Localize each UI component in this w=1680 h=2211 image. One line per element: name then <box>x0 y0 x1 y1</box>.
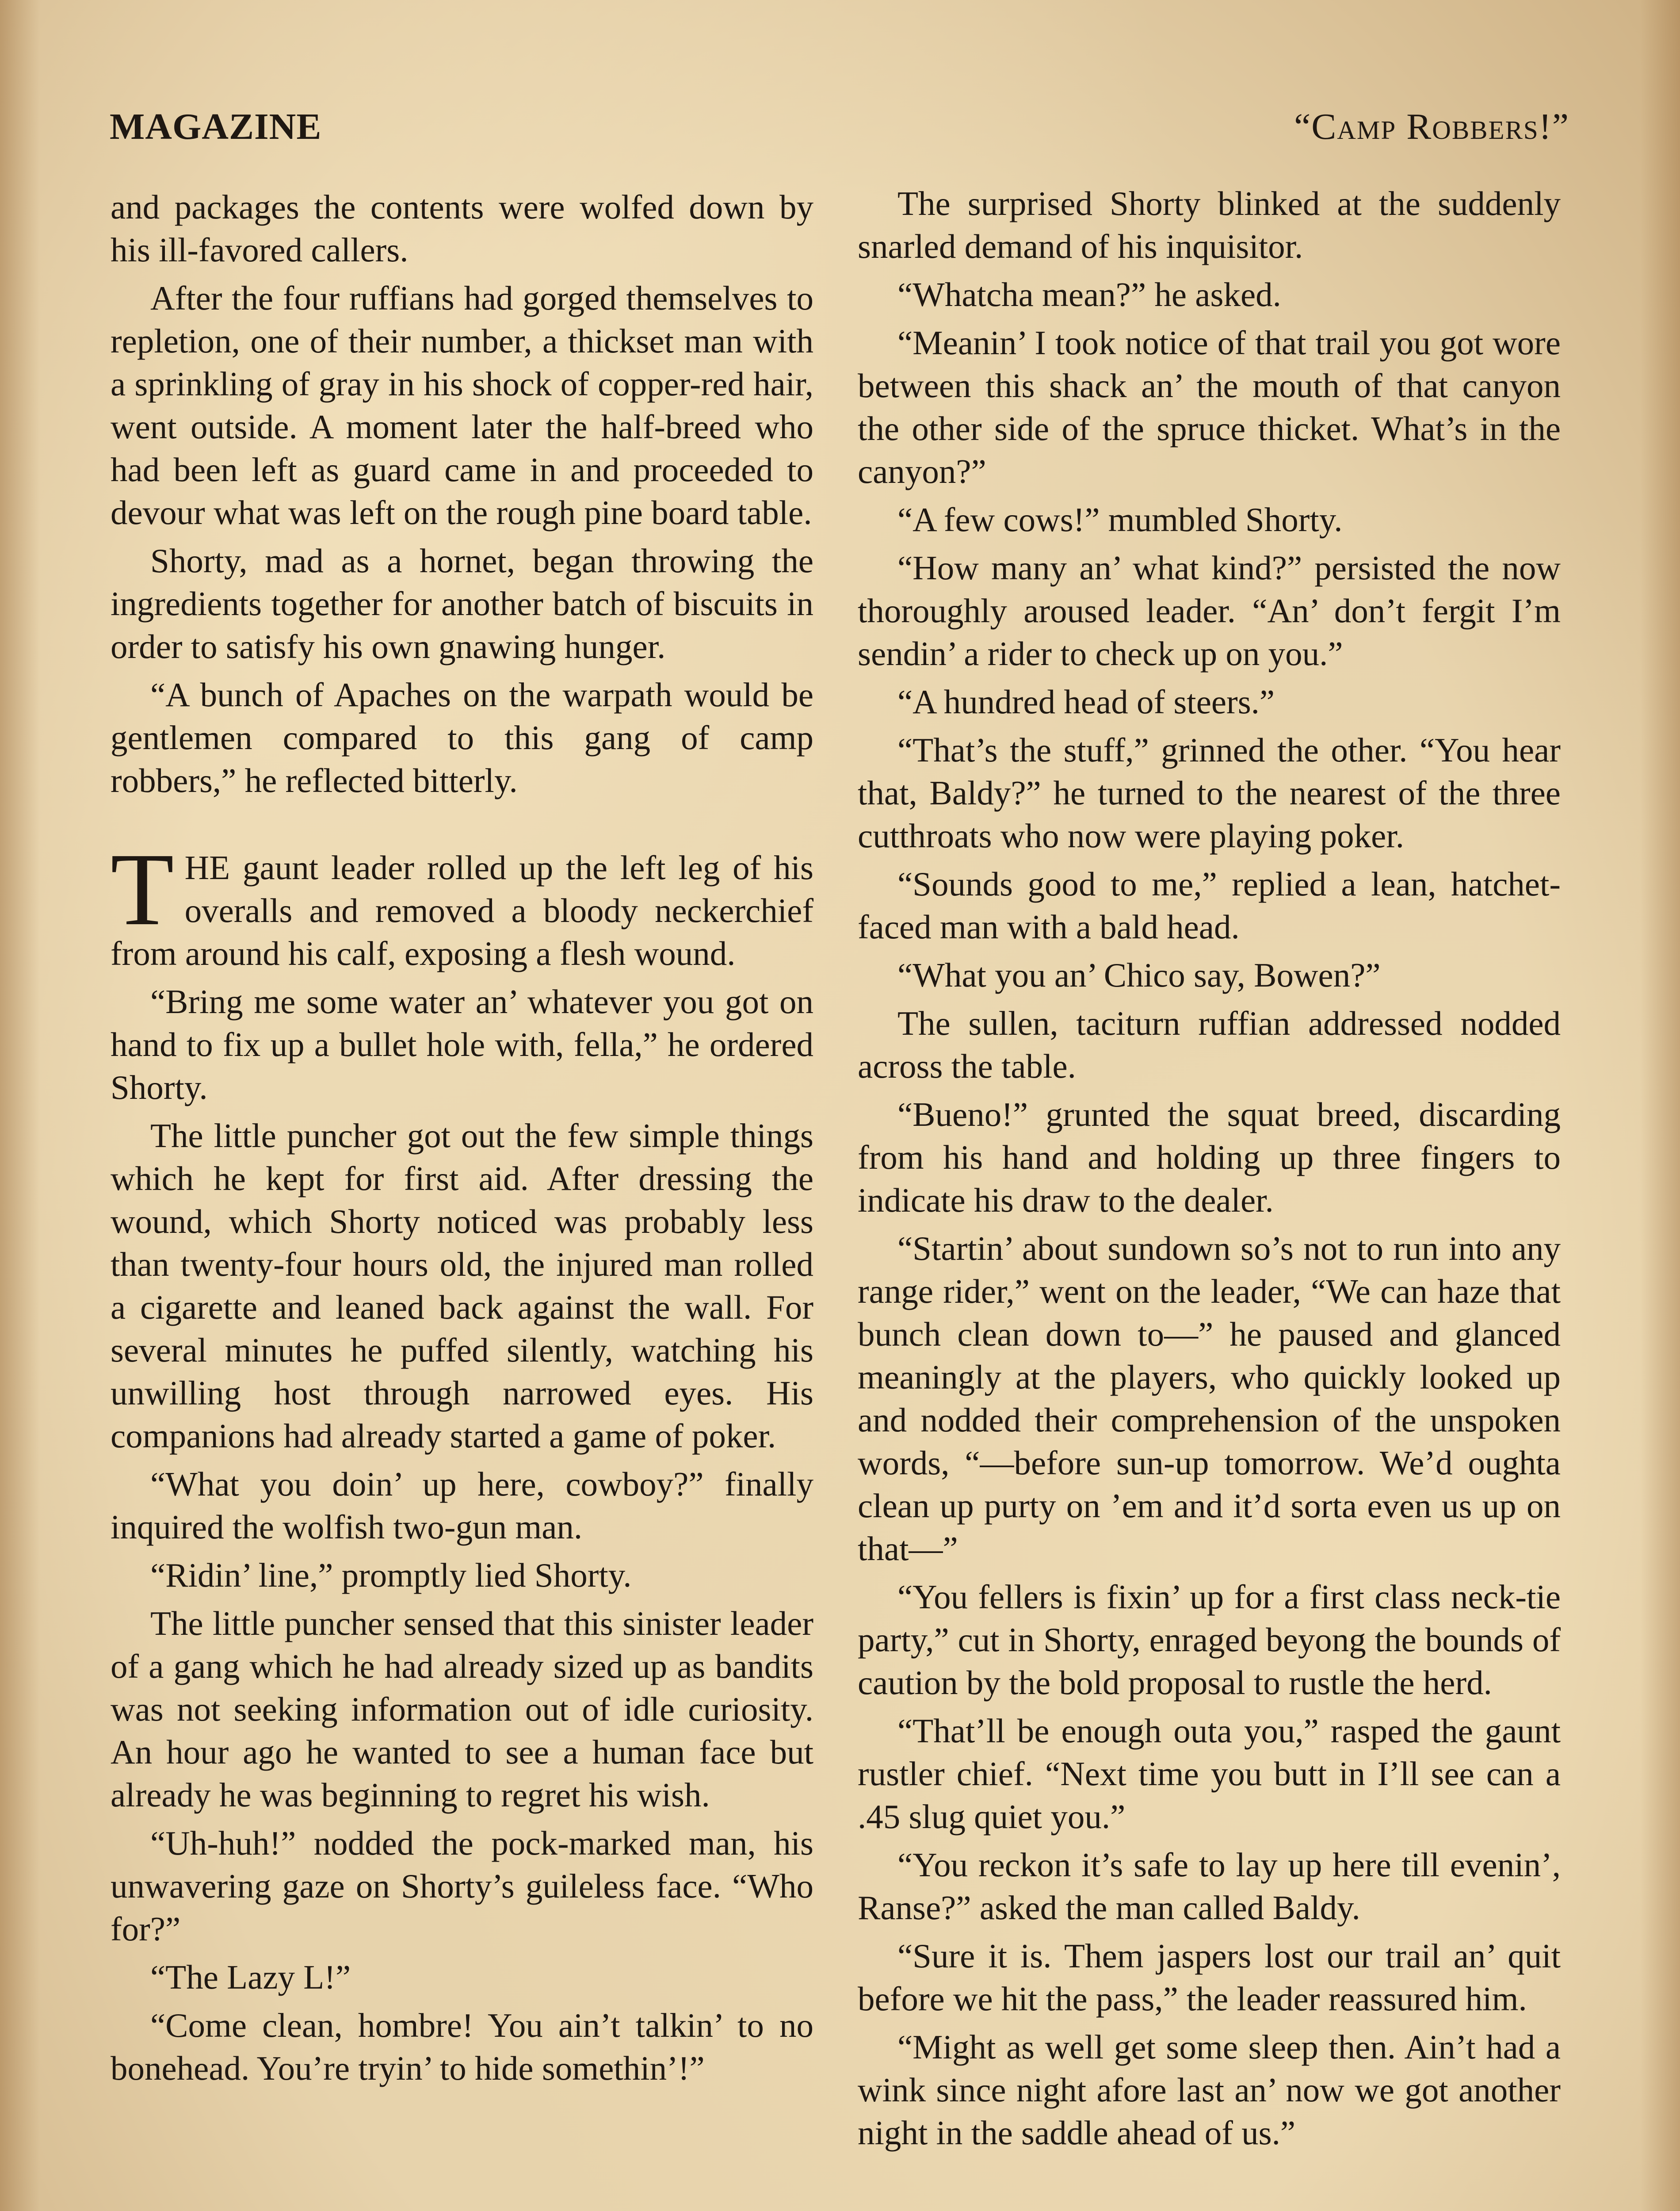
paragraph: Shorty, mad as a hornet, began throwing the ingredients together for another batch of biscuits in order to satisfy his own gnawing hunger. <box>111 542 813 666</box>
paragraph: and packages the contents were wolfed down by his ill-favored callers. <box>111 188 813 269</box>
paragraph: “A few cows!” mumbled Shorty. <box>897 501 1343 539</box>
paragraph: “Sounds good to me,” replied a lean, hatchet-faced man with a bald head. <box>858 865 1561 946</box>
running-header-left: MAGAZINE <box>110 106 322 147</box>
left-column <box>111 186 813 2095</box>
paper-edge-left <box>0 0 40 2211</box>
paragraph: “You reckon it’s safe to lay up here till evenin’, Ranse?” asked the man called Baldy. <box>858 1846 1561 1927</box>
running-header-title: “Camp Robbers!” <box>1294 106 1569 147</box>
paragraph: “What you doin’ up here, cowboy?” finally inquired the wolfish two-gun man. <box>111 1465 813 1546</box>
paragraph: “Ridin’ line,” promptly lied Shorty. <box>150 1556 632 1594</box>
drop-cap: T <box>111 832 174 947</box>
paragraph: “How many an’ what kind?” persisted the now thoroughly aroused leader. “An’ don’t fergit I’m sendin’ a rider to check up on you.” <box>858 549 1561 673</box>
right-column <box>858 182 1561 2160</box>
paragraph: “Uh-huh!” nodded the pock-marked man, his unwavering gaze on Shorty’s guileless face. “Who for?” <box>111 1824 813 1948</box>
paragraph: The surprised Shorty blinked at the suddenly snarled demand of his inquisitor. <box>858 184 1561 265</box>
paragraph: The little puncher sensed that this sinister leader of a gang which he had already sized up as bandits was not seeking information out of idle curiosity. An hour ago he wanted to see a human face but already he was beginning to regret his wish. <box>111 1604 813 1814</box>
paragraph: “That’ll be enough outa you,” rasped the gaunt rustler chief. “Next time you butt in I’ll see can a .45 slug quiet you.” <box>858 1712 1561 1836</box>
paragraph: “You fellers is fixin’ up for a first class neck-tie party,” cut in Shorty, enraged beyong the bounds of caution by the bold proposal to rustle the herd. <box>858 1578 1561 1702</box>
paragraph: “Whatcha mean?” he asked. <box>897 275 1281 314</box>
paragraph: “Bueno!” grunted the squat breed, discarding from his hand and holding up three fingers to indicate his draw to the dealer. <box>858 1095 1561 1219</box>
paragraph: “The Lazy L!” <box>150 1958 351 1996</box>
paragraph: The little puncher got out the few simple things which he kept for first aid. After dressing the wound, which Shorty noticed was probably less than twenty-four hours old, the injured man rolled a cigarette and leaned back against the wall. For several minutes he puffed silently, watching his unwilling host through narrowed eyes. His companions had already started a game of poker. <box>111 1117 813 1455</box>
paragraph: “Startin’ about sundown so’s not to run into any range rider,” went on the leader, “We can haze that bunch clean down to—” he paused and glanced meaningly at the players, who quickly looked up and nodded their comprehension of the unspoken words, “—before sun-up tomorrow. We’d oughta clean up purty on ’em and it’d sorta even us up on that—” <box>858 1229 1561 1568</box>
paragraph: “Meanin’ I took notice of that trail you got wore between this shack an’ the mouth of that canyon the other side of the spruce thicket. What’s in the canyon?” <box>858 324 1561 490</box>
paragraph: The sullen, taciturn ruffian addressed nodded across the table. <box>858 1004 1561 1085</box>
paragraph: “What you an’ Chico say, Bowen?” <box>897 956 1381 994</box>
section-opening-text: HE gaunt leader rolled up the left leg of his overalls and removed a bloody neckerchief from around his calf, exposing a flesh wound. <box>111 849 813 972</box>
paragraph: “That’s the stuff,” grinned the other. “You hear that, Baldy?” he turned to the nearest of the three cutthroats who now were playing poker. <box>858 731 1561 855</box>
paragraph: “A hundred head of steers.” <box>897 683 1275 721</box>
paragraph: “Bring me some water an’ whatever you got on hand to fix up a bullet hole with, fella,” he ordered Shorty. <box>111 983 813 1106</box>
paragraph: “Come clean, hombre! You ain’t talkin’ to no bonehead. You’re tryin’ to hide somethin’!” <box>111 2006 813 2087</box>
paragraph: “Might as well get some sleep then. Ain’t had a wink since night afore last an’ now we got another night in the saddle ahead of us.” <box>858 2028 1561 2152</box>
paper-edge-right <box>1640 0 1680 2211</box>
paragraph: “A bunch of Apaches on the warpath would be gentlemen compared to this gang of camp robbers,” he reflected bitterly. <box>111 676 813 799</box>
paragraph: After the four ruffians had gorged themselves to repletion, one of their number, a thickset man with a sprinkling of gray in his shock of copper-red hair, went outside. A moment later the half-breed who had been left as guard came in and proceeded to devour what was left on the rough pine board table. <box>111 279 813 532</box>
paragraph: “Sure it is. Them jaspers lost our trail an’ quit before we hit the pass,” the leader reassured him. <box>858 1937 1561 2018</box>
section-opening-paragraph <box>111 832 813 975</box>
